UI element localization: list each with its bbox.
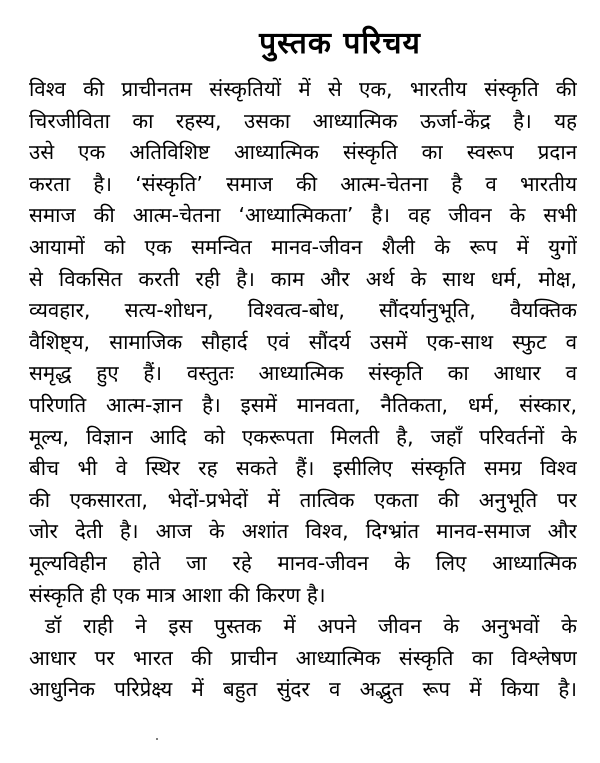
text-line: से विकसित करती रही है। काम और अर्थ के साथ धर्म, मोक्ष, [29, 266, 577, 291]
text-line: संस्कृति ही एक मात्र आशा की किरण है। [29, 582, 326, 607]
text-line: करता है। ‘संस्कृति’ समाज की आत्म-चेतना है व भारतीय [29, 171, 577, 196]
text-line: जोर देती है। आज के अशांत विश्व, दिग्भ्रांत मानव-समाज और [29, 519, 577, 544]
text-line: समृद्ध हुए हैं। वस्तुतः आध्यात्मिक संस्कृति का आधार व [29, 361, 577, 386]
text-line: व्यवहार, सत्य-शोधन, विश्वत्व-बोध, सौंदर्यानुभूति, वैयक्तिक [29, 298, 577, 323]
text-line: बीच भी वे स्थिर रह सकते हैं। इसीलिए संस्कृति समग्र विश्व [29, 456, 577, 481]
text-line: आधुनिक परिप्रेक्ष्य में बहुत सुंदर व अद्भुत रूप में किया है। [29, 677, 577, 702]
text-line: चिरजीविता का रहस्य, उसका आध्यात्मिक ऊर्जा-केंद्र है। यह [29, 108, 577, 133]
text-line: वैशिष्ट्य, सामाजिक सौहार्द एवं सौंदर्य उसमें एक-साथ स्फुट व [29, 329, 577, 354]
paragraph-2 [29, 611, 577, 706]
body-text [29, 74, 577, 706]
scan-speck [156, 738, 158, 740]
text-line: की एकसारता, भेदों-प्रभेदों में तात्विक एकता की अनुभूति पर [29, 487, 577, 512]
text-line: मूल्यविहीन होते जा रहे मानव-जीवन के लिए आध्यात्मिक [29, 550, 577, 575]
text-line: डॉ राही ने इस पुस्तक में अपने जीवन के अनुभवों के [45, 614, 577, 639]
text-line: आयामों को एक समन्वित मानव-जीवन शैली के रूप में युगों [29, 234, 577, 259]
paragraph-1 [29, 74, 577, 611]
page-title: पुस्तक परिचय [259, 26, 421, 61]
text-line: परिणति आत्म-ज्ञान है। इसमें मानवता, नैतिकता, धर्म, संस्कार, [29, 392, 577, 417]
text-line: विश्व की प्राचीनतम संस्कृतियों में से एक, भारतीय संस्कृति की [29, 77, 577, 101]
text-line: उसे एक अतिविशिष्ट आध्यात्मिक संस्कृति का स्वरूप प्रदान [29, 140, 577, 165]
text-line: आधार पर भारत की प्राचीन आध्यात्मिक संस्कृति का विश्लेषण [29, 645, 577, 670]
text-line: समाज की आत्म-चेतना ‘आध्यात्मिकता’ है। वह जीवन के सभी [29, 203, 577, 228]
text-line: मूल्य, विज्ञान आदि को एकरूपता मिलती है, जहाँ परिवर्तनों के [29, 424, 577, 449]
